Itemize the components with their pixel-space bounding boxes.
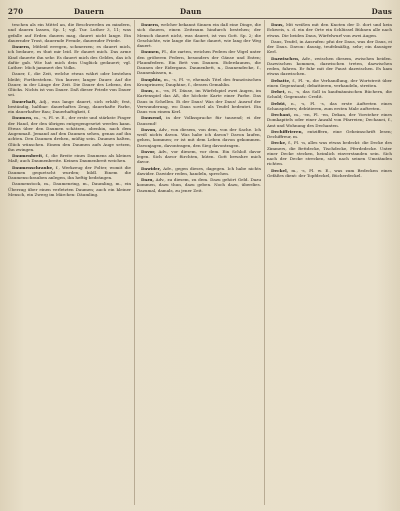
entry-text: Adv., von diesem, von dem, von der Sache. Ich weiß nichts davon. Was habe ich davon? Davon laufen, gehen, kommen; er ist mit dem Leben davon gekommen. Davonjagen, davontragen, den Sieg davontragen. [137, 126, 261, 148]
entry-text: entziffern, eine Geheimschrift lesen; Dechiffreur, m. [267, 128, 392, 139]
entry-headword: Decke, [271, 140, 287, 146]
running-head-right: Daus [371, 7, 392, 16]
dictionary-entry [8, 71, 131, 97]
entry-headword: Daumenbreit, [12, 153, 44, 158]
entry-text: Daumenstock, m., Daumenring, m., Daumling, m., ein Überzug über einen verletzten Daumen; auch ein kleiner Mensch, ein Zwerg im Märchen: Däumling. [8, 181, 131, 197]
entry-text: Adj., was lange dauert, sich erhält; fest, beständig, haltbar: dauerhaftes Zeug, dauerhafte Farbe, ein dauerhafter Bau; Dauerhaftigkeit, f. [8, 98, 131, 114]
dictionary-entry [8, 22, 131, 43]
column-divider [134, 20, 135, 505]
entry-text: m., -en, Pl. -en, Dekan, der Vorsteher eines Domkapitels oder einer Anzahl von Pfarreien; Dechanei, f., Amt und Wohnung des Dechanten. [267, 112, 392, 128]
entry-headword: Dauern, [12, 44, 31, 49]
entry-headword: Daumen, [12, 115, 33, 121]
dictionary-entry [267, 89, 392, 100]
entry-text: welcher bekannt Sinnen ein daß eine Dinge, die sich dauern, einen Zeitraum hindurch bestehen; der Mensch dauert nicht, was dauret, ist von Gott. Sp. 2; die Geschichte, wie lange die Sache dauert, wie lang der Weg dauert. [137, 22, 261, 48]
dictionary-entry [8, 99, 131, 115]
entry-text: Daus, Teufel, in Ausrufen: pfui der Daus, was der Daus, ei der Daus. Davon: dausig, teufelmäßig, sehr; ein dausiger Kerl. [267, 38, 392, 55]
entry-text: in der Volkssprache für tausend; ei der Dausend! [137, 115, 261, 126]
dictionary-entry [137, 49, 261, 75]
entry-text: f., Werkzeug der Folter, womit die Daumen gequetscht wurden; bildl. Einem die Daumenschrauben anlegen, ihn heftig bedrängen. [8, 164, 131, 180]
entry-headword: Deckel, [271, 167, 289, 173]
entry-headword: Debet, [271, 89, 286, 94]
entry-headword: Dauphin, [141, 76, 162, 82]
entry-text: Adv., zwischen diesem, zwischen beiden. Dazwischen kommen, dazwischen treten, dazwischen reden, fahren. Er fuhr mit der Faust dazwischen. Es kam etwas dazwischen. [267, 55, 392, 77]
entry-text: m., -s, Pl. -e, ehemals Titel des französischen Kronprinzen; Dauphine, f., dessen Gemahlin. [137, 76, 261, 87]
entry-headword: Debüt, [271, 100, 287, 106]
dictionary-entry [137, 77, 261, 88]
entry-headword: Dauerhaft, [12, 98, 37, 104]
entry-text: n., -es, Pl. Däuse, im Würfelspiel zwei Augen, im Kartenspiel das Aß, die höchste Karte einer Farbe. Das Daus in Schellen. Ei der Daus! Was der Daus! Ausruf der Verwunderung, wo Daus soviel als Teufel bedeutet. Ein Daus von einem Kerl. [137, 88, 261, 114]
dictionary-entry [8, 181, 131, 197]
running-header [8, 6, 392, 18]
entry-headword: Dazu, [141, 177, 154, 182]
entry-headword: Daumenschraube, [12, 164, 54, 170]
entry-headword: Dechiffrieren, [271, 128, 304, 134]
dictionary-entry [137, 22, 261, 48]
entry-text: f., die Breite eines Daumens als kleines Maß; auch Daumenbreite. Keinen Daumenbreit weichen. [8, 153, 131, 164]
entry-text: m., -s, Pl. w. E., der erste und stärkste Finger der Hand, der den übrigen entgegengesetzt werden kann. Etwas über den Daumen schätzen, obenhin, nach dem Augenmaß. Jemand auf den Daumen sehen, genau auf ihn achten. Den Daumen drehen, müßig sein. Daumen halten, Glück wünschen. Einem den Daumen aufs Auge setzen, ihn zwingen. [8, 115, 131, 152]
entry-headword: Dawider, [141, 165, 162, 171]
entry-headword: Davon, [141, 126, 157, 132]
dictionary-entry [8, 115, 131, 152]
dictionary-entry [267, 168, 392, 179]
dictionary-entry [137, 166, 261, 177]
dictionary-entry [267, 140, 392, 166]
dictionary-entry [137, 88, 261, 114]
dictionary-entry [267, 39, 392, 55]
dictionary-entry [137, 177, 261, 193]
entry-text: teschen als ein Mittel an, die Beschwerden zu mindern, und dauern lassen, Sp. 1; vgl. Tur. Luther 3, 11; was gefalle auf Erden dauern mag, dauret nicht lange. Ein dauernder Trost, dauernde Freude, dauernder Friede. [8, 22, 131, 43]
header-rule [8, 18, 392, 19]
entry-text: Mitleid erregen, schmerzen; es dauert mich, ich bedaure, es thut mir leid. Er dauert mich. Das arme Kind dauerte ihn sehr. Es dauert mich des Geldes, das ich dafür gab. Wie hat mich dein Unglück gedauert; vgl. Luther: Mich jammert des Volks. [8, 44, 131, 70]
entry-text: f., Pl. -n, alles was etwas bedeckt: die Decke des Zimmers, die Bettdecke, Tischdecke, Pferdedecke. Unter einer Decke stecken, heimlich einverstanden sein. Sich nach der Decke strecken, sich nach seinen Umständen richten. [267, 140, 392, 167]
text-column-2 [137, 22, 261, 505]
dictionary-entry [267, 112, 392, 128]
entry-headword: Daunen, [141, 49, 161, 55]
dictionary-entry [8, 153, 131, 164]
entry-headword: Daus, [271, 22, 284, 27]
entry-text: m., -s, Pl. w. E., was zum Bedecken eines Gefäßes dient: der Topfdeckel, Bücherdeckel. [267, 167, 392, 178]
entry-headword: Debatte, [271, 77, 291, 83]
entry-text: n., -s, das Soll in kaufmännischen Büchern, die Schuld; Gegensatz: Credit. [267, 89, 392, 100]
entry-text: Dauer, f., die Zeit, welche etwas währt oder bestehen bleibt; Fortbestehen. Von kurzer, langer Dauer. Auf die Dauer, in der Länge der Zeit. Die Dauer des Lebens, des Glücks. Nichts ist von Dauer. Daß dieser Friede von Dauer sei. [8, 71, 131, 98]
entry-text: Mit weißen mit den Knoten der D. dort und kein Eckweis, s. d. ein der Orte ein Schlüssel Bühnen alle nach etwas. Die beiden Daus, Würfelwurf von zwei Augen. [267, 22, 392, 38]
dictionary-entry [137, 115, 261, 126]
running-head-center: Daun [180, 7, 202, 16]
dictionary-entry [8, 165, 131, 181]
entry-headword: Dausend, [141, 115, 163, 121]
entry-headword: Dechant, [271, 112, 292, 117]
entry-headword: Dazwischen, [271, 55, 300, 61]
dictionary-entry [267, 56, 392, 77]
dictionary-entry [267, 101, 392, 112]
entry-text: Adv., vor diesem, vor dem. Ein Schloß davor legen. Sich davor fürchten, hüten. Gott bewahre mich davor. [137, 148, 261, 165]
text-column-1 [8, 22, 131, 505]
dictionary-entry [267, 129, 392, 140]
entry-headword: Daus, [141, 88, 154, 93]
entry-text: Adv., zu diesem, zu dem. Dazu gehört Geld. Dazu kommen, dazu thun, dazu geben. Noch dazu, überdies. Dazumal, damals, zu jener Zeit. [137, 177, 261, 193]
entry-text: Pl., die zarten, weichen Federn der Vögel unter den gröberen Federn, besonders der Gänse und Enten; Flaumfedern. Ein Bett von Daunen. Eiderdaunen, die Daunen der Eidergans. Daunenbett, n., Daunendecke, f., Daunenkissen, n. [137, 49, 261, 76]
entry-headword: Dauern, [141, 22, 160, 27]
running-head-left: Dauern [74, 7, 105, 16]
dictionary-entry [137, 149, 261, 165]
dictionary-entry [267, 22, 392, 38]
entry-text: n., -s, Pl. -s, das erste Auftreten eines Schauspielers; debütieren, zum ersten Male auftreten. [267, 100, 392, 111]
column-divider [264, 20, 265, 505]
entry-headword: Davor, [141, 148, 156, 154]
entry-text: f., Pl. -n, die Verhandlung, der Wortstreit über einen Gegenstand; debattieren, verhandeln, streiten. [267, 77, 392, 88]
dictionary-entry [137, 127, 261, 148]
page-number: 270 [8, 7, 24, 16]
dictionary-entry [8, 44, 131, 70]
text-column-3 [267, 22, 392, 505]
dictionary-entry [267, 78, 392, 89]
entry-text: Adv., gegen dieses, dagegen. Ich habe nichts dawider. Dawider reden, handeln, sprechen. [137, 165, 261, 176]
